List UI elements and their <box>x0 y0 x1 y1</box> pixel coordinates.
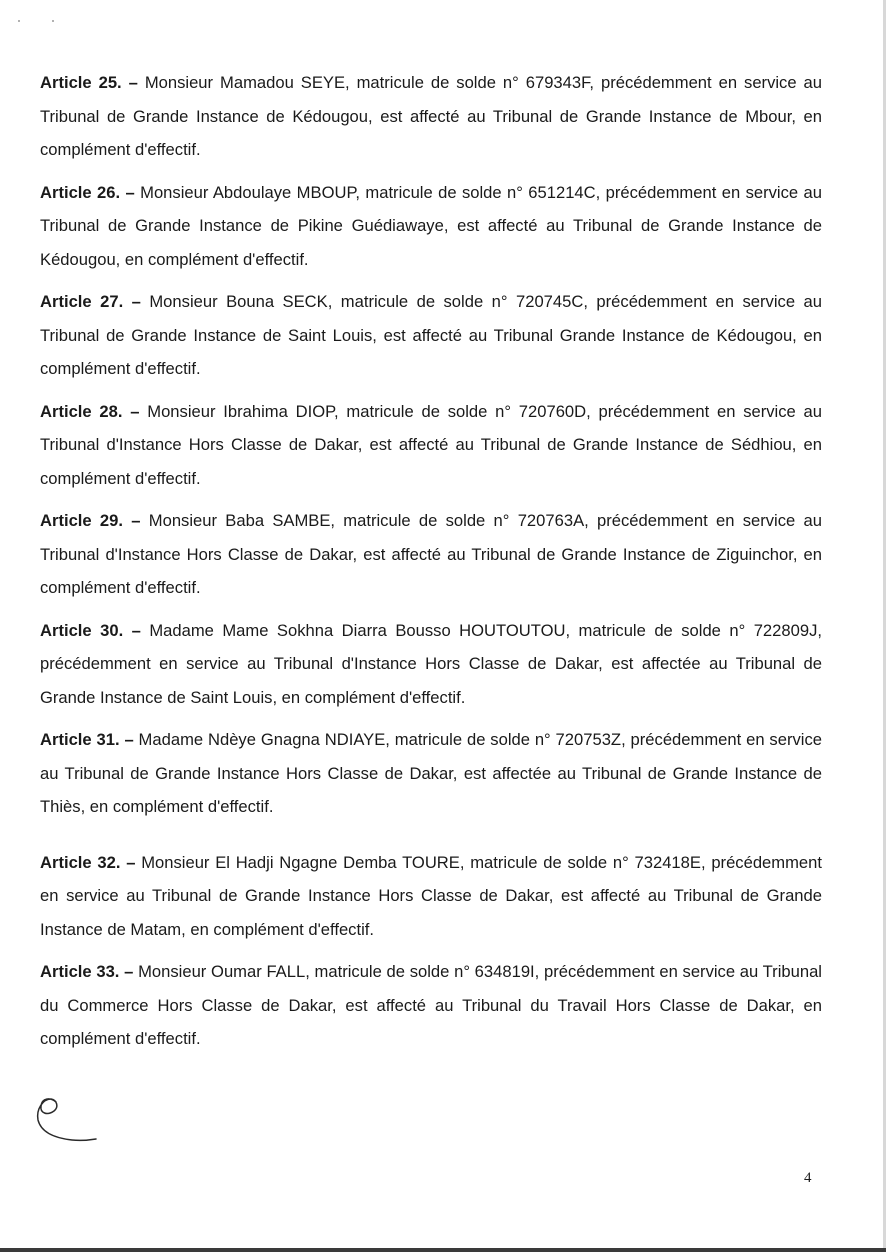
article-text: Monsieur Mamadou SEYE, matricule de solde n° 679343F, précédemment en service au Tribunal de Grande Instance de Kédougou, est affecté au Tribunal de Grande Instance de Mbour, en complément d'effectif. <box>40 73 822 159</box>
article-text: Monsieur El Hadji Ngagne Demba TOURE, matricule de solde n° 732418E, précédemment en service au Tribunal de Grande Instance Hors Classe de Dakar, est affecté au Tribunal de Grande Instance de Matam, en complément d'effectif. <box>40 852 822 939</box>
scan-edge-bottom <box>0 1248 886 1252</box>
article-text: Monsieur Baba SAMBE, matricule de solde n° 720763A, précédemment en service au Tribunal d'Instance Hors Classe de Dakar, est affecté au Tribunal de Grande Instance de Ziguinchor, en complément d'effectif. <box>40 511 822 597</box>
article-27 <box>40 285 822 386</box>
article-title: Article 29. – <box>40 511 141 530</box>
article-title: Article 25. – <box>40 73 138 92</box>
article-text: Madame Ndèye Gnagna NDIAYE, matricule de solde n° 720753Z, précédemment en service au Tribunal de Grande Instance Hors Classe de Dakar, est affectée au Tribunal de Grande Instance de Thiès, en complément d'effectif. <box>40 730 822 816</box>
article-title: Article 32. – <box>40 852 136 872</box>
page-number: 4 <box>804 1170 812 1186</box>
scan-mark <box>52 20 54 22</box>
article-text: Monsieur Bouna SECK, matricule de solde n° 720745C, précédemment en service au Tribunal de Grande Instance de Saint Louis, est affecté au Tribunal Grande Instance de Kédougou, en complément d'effectif. <box>40 292 822 378</box>
article-28 <box>40 395 822 496</box>
article-text: Monsieur Ibrahima DIOP, matricule de solde n° 720760D, précédemment en service au Tribunal d'Instance Hors Classe de Dakar, est affecté au Tribunal de Grande Instance de Sédhiou, en complément d'effectif. <box>40 401 822 488</box>
article-title: Article 28. – <box>40 401 140 421</box>
document-body <box>40 66 822 1065</box>
article-title: Article 27. – <box>40 292 141 311</box>
article-text: Madame Mame Sokhna Diarra Bousso HOUTOUTOU, matricule de solde n° 722809J, précédemment en service au Tribunal d'Instance Hors Classe de Dakar, est affectée au Tribunal de Grande Instance de Saint Louis, en complément d'effectif. <box>40 620 822 707</box>
article-26 <box>40 176 822 277</box>
article-30 <box>40 614 822 715</box>
article-25 <box>40 66 822 167</box>
article-title: Article 31. – <box>40 730 134 749</box>
article-32 <box>40 846 822 947</box>
article-33 <box>40 955 822 1056</box>
article-title: Article 30. – <box>40 620 141 640</box>
article-29 <box>40 504 822 605</box>
handwritten-initial <box>34 1082 100 1146</box>
scan-mark <box>18 20 20 22</box>
article-text: Monsieur Abdoulaye MBOUP, matricule de solde n° 651214C, précédemment en service au Tribunal de Grande Instance de Pikine Guédiawaye, est affecté au Tribunal de Grande Instance de Kédougou, en complément d'effectif. <box>40 182 822 269</box>
article-title: Article 26. – <box>40 182 135 202</box>
article-text: Monsieur Oumar FALL, matricule de solde n° 634819I, précédemment en service au Tribunal du Commerce Hors Classe de Dakar, est affecté au Tribunal du Travail Hors Classe de Dakar, en complément d'effectif. <box>40 962 822 1048</box>
article-title: Article 33. – <box>40 962 134 981</box>
article-31 <box>40 723 822 824</box>
